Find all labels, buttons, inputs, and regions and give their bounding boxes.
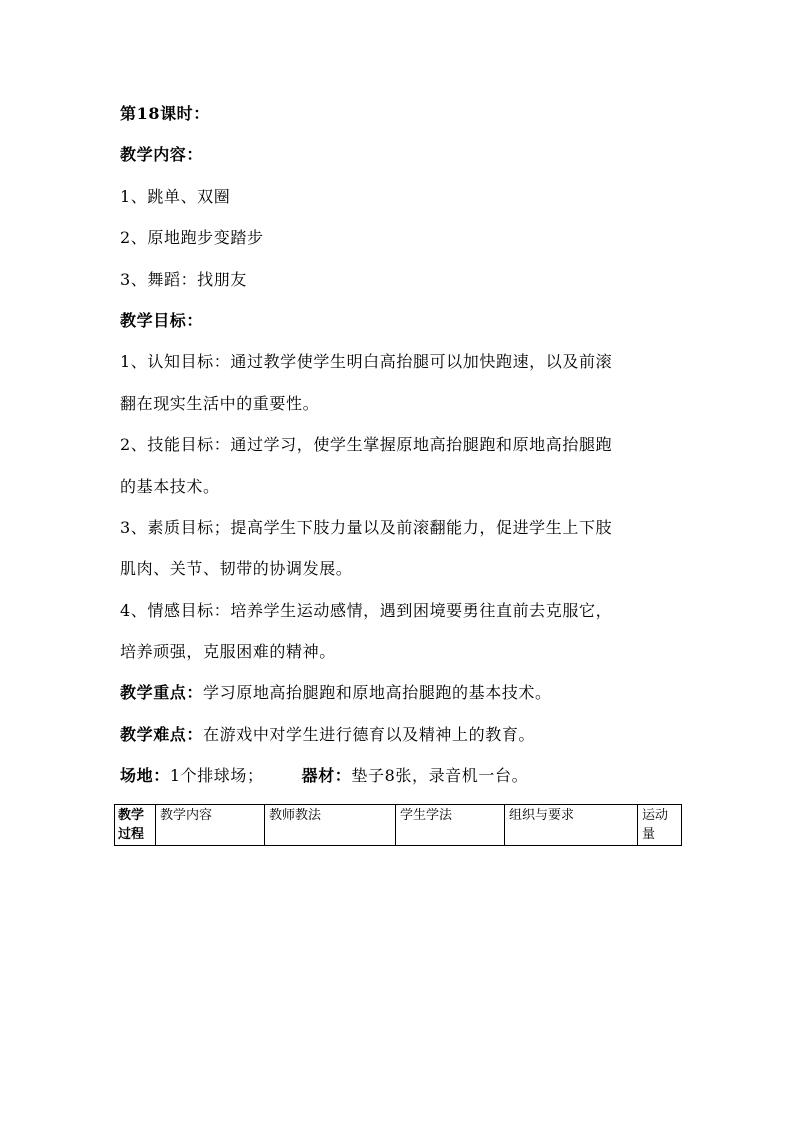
objective-line: 2、技能目标：通过学习，使学生掌握原地高抬腿跑和原地高抬腿跑	[120, 435, 613, 455]
header-process: 教学过程	[115, 805, 156, 846]
objective-line: 的基本技术。	[120, 476, 220, 496]
objective-line: 翻在现实生活中的重要性。	[120, 393, 320, 413]
objective-line: 3、素质目标；提高学生下肢力量以及前滚翻能力，促进学生上下肢	[120, 517, 613, 537]
lesson-process-table	[114, 804, 682, 846]
venue-equipment	[120, 766, 680, 786]
objective-line: 4、情感目标：培养学生运动感情，遇到困境要勇往直前去克服它，	[120, 600, 613, 620]
objective-line: 培养顽强，克服困难的精神。	[120, 642, 336, 662]
venue-text: 1个排球场；	[169, 766, 264, 786]
key-point-text: 学习原地高抬腿跑和原地高抬腿跑的基本技术。	[203, 683, 552, 703]
objective-line: 肌肉、关节、韧带的协调发展。	[120, 559, 353, 579]
header-student-method: 学生学法	[396, 805, 505, 846]
content-heading: 教学内容：	[120, 145, 204, 165]
key-point-label: 教学重点：	[120, 683, 204, 703]
header-teacher-method: 教师教法	[265, 805, 396, 846]
difficulty-text: 在游戏中对学生进行德育以及精神上的教育。	[203, 724, 536, 744]
difficulty	[120, 725, 680, 745]
key-point	[120, 683, 680, 703]
difficulty-label: 教学难点：	[120, 724, 204, 744]
content-item: 2、原地跑步变踏步	[120, 228, 264, 248]
equipment-label: 器材：	[301, 766, 352, 786]
equipment-text: 垫子8张，录音机一台。	[351, 766, 529, 786]
header-organization: 组织与要求	[505, 805, 638, 846]
objectives-heading: 教学目标：	[120, 310, 204, 330]
lesson-plan-body	[120, 104, 680, 808]
header-exercise-load: 运动量	[638, 805, 682, 846]
venue-label: 场地：	[120, 766, 170, 786]
header-content: 教学内容	[156, 805, 265, 846]
content-item: 1、跳单、双圈	[120, 186, 231, 206]
period-title: 第18课时：	[120, 104, 210, 123]
table-header-row	[115, 805, 682, 846]
content-item: 3、舞蹈：找朋友	[120, 269, 247, 289]
objective-line: 1、认知目标：通过教学使学生明白高抬腿可以加快跑速，以及前滚	[120, 352, 613, 372]
